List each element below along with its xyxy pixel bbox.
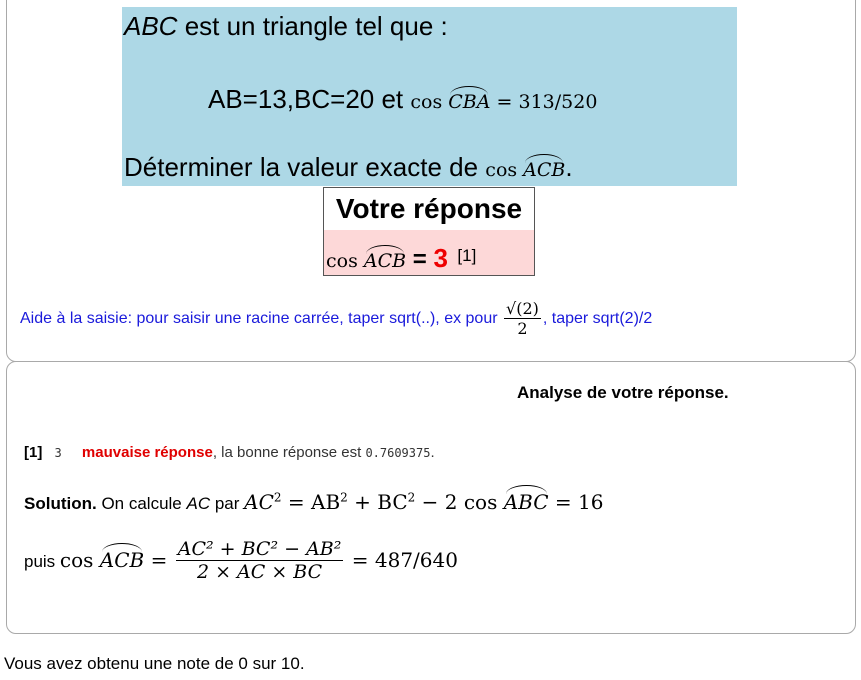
- feedback-line: [1] 3 mauvaise réponse, la bonne réponse est 0.7609375.: [24, 444, 435, 461]
- cos-acb-formula: cos ACB: [485, 159, 566, 181]
- grade-note: Vous avez obtenu une note de 0 sur 10.: [4, 654, 305, 673]
- solution-line: Solution. On calcule AC par $AC^2 = AB^2 + BC^2 - 2$ cos ABC = 16: [24, 490, 604, 514]
- analysis-title: Analyse de votre réponse.: [517, 383, 729, 402]
- answer-body: cos ACB = 3 [1]: [323, 230, 535, 276]
- answer-box: [323, 187, 535, 276]
- question-line-1: ABC est un triangle tel que :: [124, 11, 448, 41]
- solution-line-2: puis cos ACB = $\frac{\text{AC² + BC² − AB²}}{2 \times AC \times BC}$ = 487/640: [24, 538, 458, 583]
- answer-ref: [1]: [457, 245, 477, 265]
- wrong-answer-label: mauvaise réponse: [81, 444, 213, 461]
- correct-value: 0.7609375: [365, 446, 431, 460]
- answer-header: Votre réponse: [323, 187, 535, 231]
- question-panel: [122, 7, 737, 186]
- input-help: Aide à la saisie: pour saisir une racine carrée, taper sqrt(..), ex pour $\frac{√(2)}{2}$ , taper sqrt(2)/2: [20, 299, 653, 338]
- cos-acb-fraction-formula: cos ACB = $\frac{\text{AC² + BC² − AB²}}{2 \times AC \times BC}$ = 487/640: [59, 538, 458, 583]
- answer-value: 3: [433, 243, 448, 273]
- cos-cba-formula: cos CBA = 313/520: [410, 91, 598, 113]
- question-line-3: Déterminer la valeur exacte de cos ACB.: [124, 152, 573, 182]
- sqrt2-over-2-fraction: $\frac{√(2)}{2}$: [506, 299, 539, 338]
- answer-formula: cos ACB: [326, 250, 407, 272]
- question-line-2: AB=13,BC=20 et cos CBA = 313/520: [208, 84, 598, 114]
- ac-squared-formula: $AC^2 = AB^2 + BC^2 - 2$ cos ABC = 16: [244, 490, 604, 514]
